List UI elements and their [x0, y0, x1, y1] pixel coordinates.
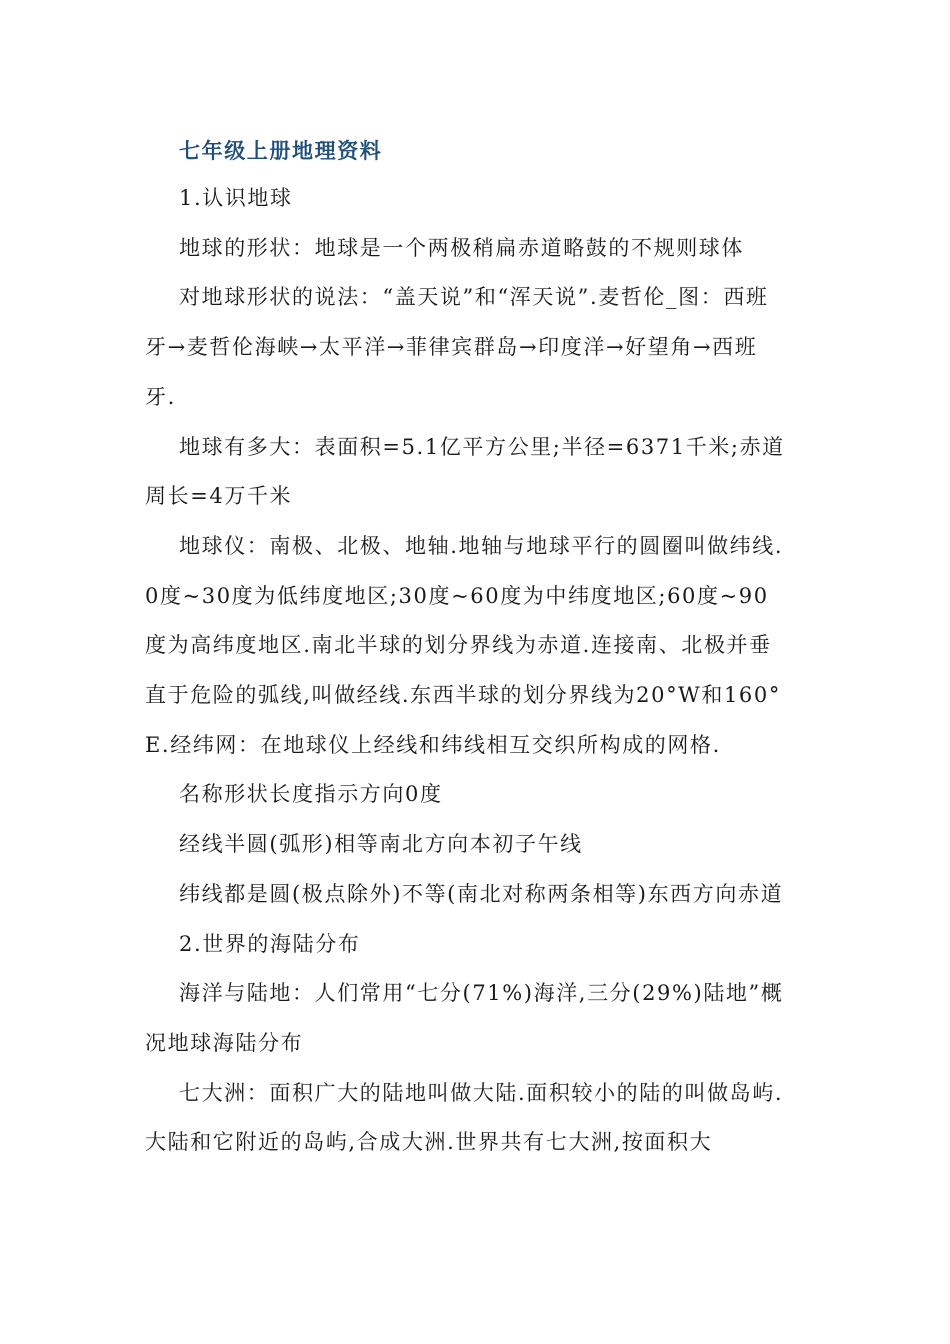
paragraph-continents: 七大洲：面积广大的陆地叫做大陆.面积较小的陆的叫做岛屿.大陆和它附近的岛屿,合成大洲.世界共有七大洲,按面积大: [145, 1080, 784, 1155]
paragraph-globe: 地球仪：南极、北极、地轴.地轴与地球平行的圆圈叫做纬线.0度~30度为低纬度地区;30度~60度为中纬度地区;60度~90度为高纬度地区.南北半球的划分界线为赤道.连接南、北极并垂直于危险的弧线,叫做经线.东西半球的划分界线为20°W和160°E.经纬网：在地球仪上经线和纬线相互交织所构成的网格.: [145, 533, 784, 757]
paragraph-longitude-row: 经线半圆(弧形)相等南北方向本初子午线: [179, 832, 583, 857]
paragraph-latitude-row: 纬线都是圆(极点除外)不等(南北对称两条相等)东西方向赤道: [179, 881, 784, 906]
paragraph-table-header: 名称形状长度指示方向0度: [179, 782, 443, 807]
paragraph-ocean-land: 海洋与陆地：人们常用“七分(71%)海洋,三分(29%)陆地”概况地球海陆分布: [145, 981, 784, 1055]
paragraph-earth-shape: 地球的形状：地球是一个两极稍扁赤道略鼓的不规则球体: [179, 235, 744, 260]
paragraph-earth-size: 地球有多大：表面积=5.1亿平方公里;半径=6371千米;赤道周长=4万千米: [145, 434, 785, 509]
paragraph-earth-theories: 对地球形状的说法：“盖天说”和“浑天说”.麦哲伦_图：西班牙→麦哲伦海峡→太平洋→菲律宾群岛→印度洋→好望角→西班牙.: [145, 285, 769, 409]
document-title: 七年级上册地理资料: [179, 138, 383, 163]
section-heading-earth: 1.认识地球: [179, 186, 293, 210]
section-heading-land-sea: 2.世界的海陆分布: [179, 931, 361, 956]
document-body: [145, 128, 785, 1168]
